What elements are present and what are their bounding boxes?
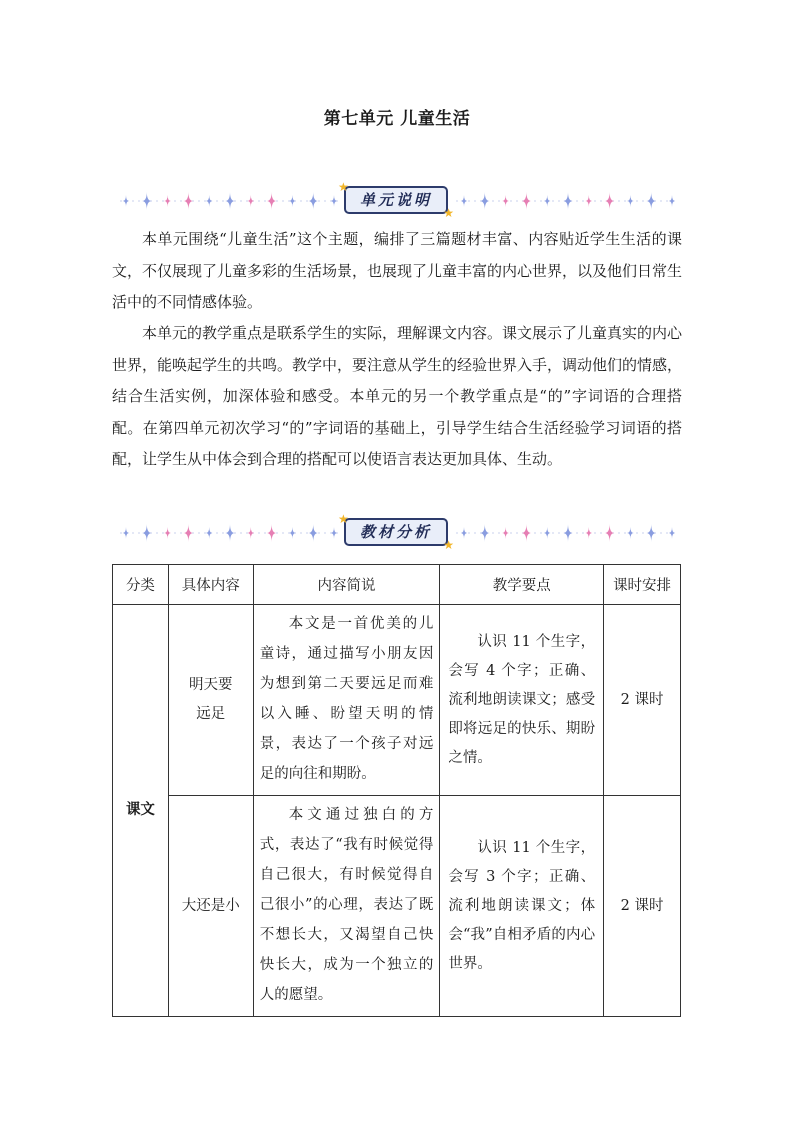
sparkle-icon — [142, 524, 152, 542]
summary-cell: 本文是一首优美的儿童诗，通过描写小朋友因为想到第二天要远足而难以入睡、盼望天明的情景，表达了一个孩子对远足的向往和期盼。 — [253, 605, 440, 796]
section-heading-badge — [338, 512, 454, 552]
sparkle-icon — [289, 527, 296, 539]
sparkle-icon — [669, 195, 676, 207]
star-icon: ★ — [443, 206, 454, 220]
sparkle-icon — [502, 195, 509, 207]
sparkle-icon — [164, 527, 171, 539]
sparkle-icon — [502, 527, 509, 539]
sparkle-icon — [646, 524, 656, 542]
summary-cell: 本文通过独白的方式，表达了“我有时候觉得自己很大，有时候觉得自己很小”的心理，表达了既不想长大，又渴望自己快快长大，成为一个独立的人的愿望。 — [253, 796, 440, 1017]
sparkle-icon — [521, 192, 531, 210]
sparkle-icon — [164, 195, 171, 207]
sparkle-icon — [331, 527, 338, 539]
sparkle-icon — [586, 195, 593, 207]
sparkle-icon — [248, 527, 255, 539]
hours-cell: 2 课时 — [604, 796, 681, 1017]
star-icon: ★ — [338, 512, 349, 526]
sparkle-icon — [183, 524, 193, 542]
sparkle-icon — [627, 527, 634, 539]
content-cell — [168, 605, 253, 796]
sparkle-icon — [206, 195, 213, 207]
category-cell: 课文 — [113, 605, 169, 1017]
sparkle-icon — [267, 524, 277, 542]
sparkle-icon — [308, 524, 318, 542]
star-icon: ★ — [338, 180, 349, 194]
sparkle-icon — [267, 192, 277, 210]
section-heading-badge — [338, 180, 454, 220]
sparkle-icon — [331, 195, 338, 207]
sparkle-icon — [646, 192, 656, 210]
sparkle-icon — [248, 195, 255, 207]
content-cell — [168, 796, 253, 1017]
sparkle-icon — [480, 524, 490, 542]
content-text: 明天要 — [189, 677, 233, 693]
sparkle-icon — [605, 524, 615, 542]
table-header: 教学要点 — [440, 565, 604, 605]
table-row — [113, 605, 681, 796]
table-header: 分类 — [113, 565, 169, 605]
sparkle-icon — [289, 195, 296, 207]
star-icon: ★ — [443, 538, 454, 552]
paragraph: 本单元围绕“儿童生活”这个主题，编排了三篇题材丰富、内容贴近学生生活的课文，不仅展现了儿童多彩的生活场景，也展现了儿童丰富的内心世界，以及他们日常生活中的不同情感体验。 — [112, 230, 683, 311]
content-text: 大还是小 — [181, 897, 240, 914]
sparkle-icon — [544, 527, 551, 539]
sparkle-icon — [308, 192, 318, 210]
section-banner-unit-description — [112, 180, 682, 220]
sparkle-icon — [563, 192, 573, 210]
section-banner-material-analysis — [112, 512, 682, 552]
hours-cell: 2 课时 — [604, 605, 681, 796]
teaching-points-cell: 认识 11 个生字，会写 3 个字；正确、流利地朗读课文；体会“我”自相矛盾的内心世界。 — [440, 796, 604, 1017]
table-header: 课时安排 — [604, 565, 681, 605]
sparkle-icon — [461, 527, 468, 539]
section-heading: 单元说明 — [359, 191, 432, 209]
material-analysis-table — [112, 564, 681, 1017]
sparkle-icon — [544, 195, 551, 207]
sparkle-icon — [521, 524, 531, 542]
table-header: 具体内容 — [168, 565, 253, 605]
table-header-row — [113, 565, 681, 605]
sparkle-icon — [225, 192, 235, 210]
paragraph: 本单元的教学重点是联系学生的实际，理解课文内容。课文展示了儿童真实的内心世界，能唤起学生的共鸣。教学中，要注意从学生的经验世界入手，调动他们的情感，结合生活实例，加深体验和感受。本单元的另一个教学重点是“的”字词语的合理搭配。在第四单元初次学习“的”字词语的基础上，引导学生结合生活经验学习词语的搭配，让学生从中体会到合理的搭配可以使语言表达更加具体、生动。 — [112, 324, 683, 468]
sparkle-icon — [563, 524, 573, 542]
table-row — [113, 796, 681, 1017]
sparkle-icon — [669, 527, 676, 539]
section-heading: 教材分析 — [359, 523, 432, 541]
sparkle-icon — [225, 524, 235, 542]
sparkle-icon — [627, 195, 634, 207]
page-title: 第七单元 儿童生活 — [323, 109, 471, 129]
sparkle-icon — [183, 192, 193, 210]
content-text: 远足 — [196, 706, 226, 722]
sparkle-icon — [480, 192, 490, 210]
sparkle-icon — [206, 527, 213, 539]
sparkle-icon — [123, 195, 130, 207]
teaching-points-cell: 认识 11 个生字，会写 4 个字；正确、流利地朗读课文；感受即将远足的快乐、期盼之情。 — [440, 605, 604, 796]
sparkle-icon — [142, 192, 152, 210]
table-header: 内容简说 — [253, 565, 440, 605]
sparkle-icon — [123, 527, 130, 539]
sparkle-icon — [586, 527, 593, 539]
sparkle-icon — [605, 192, 615, 210]
sparkle-icon — [461, 195, 468, 207]
